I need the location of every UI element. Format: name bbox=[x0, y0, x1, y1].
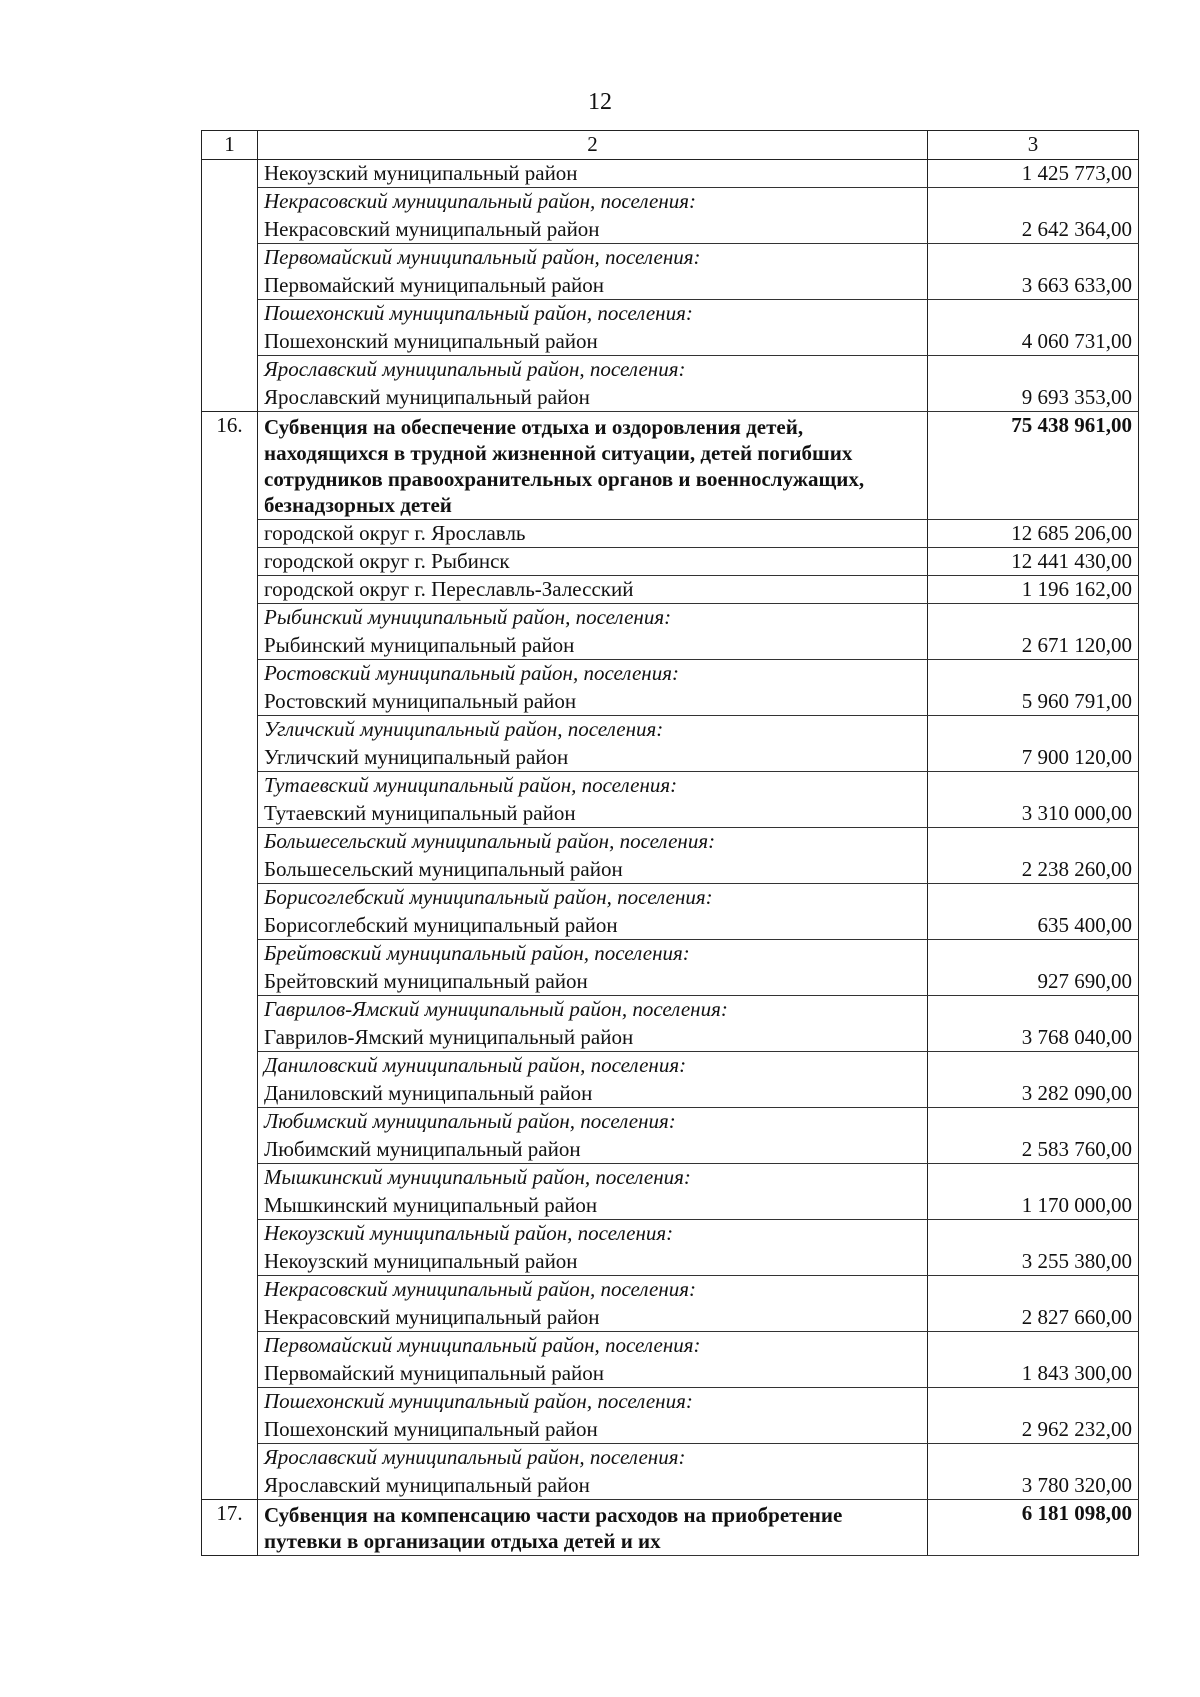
subheading-row bbox=[202, 300, 1139, 328]
amount-cell: 12 685 206,00 bbox=[928, 520, 1139, 548]
recipient-cell: Ярославский муниципальный район bbox=[258, 384, 928, 412]
subheading-row bbox=[202, 772, 1139, 800]
amount-cell bbox=[928, 772, 1139, 800]
subheading-row bbox=[202, 828, 1139, 856]
recipient-cell: Даниловский муниципальный район bbox=[258, 1080, 928, 1108]
recipient-cell: Рыбинский муниципальный район bbox=[258, 632, 928, 660]
table-row bbox=[202, 160, 1139, 188]
recipient-cell: Ростовский муниципальный район, поселения: bbox=[258, 660, 928, 688]
subheading-row bbox=[202, 940, 1139, 968]
subheading-row bbox=[202, 1164, 1139, 1192]
amount-cell: 2 827 660,00 bbox=[928, 1304, 1139, 1332]
budget-table bbox=[201, 130, 1139, 1556]
amount-cell: 7 900 120,00 bbox=[928, 744, 1139, 772]
subheading-row bbox=[202, 1108, 1139, 1136]
table-row bbox=[202, 968, 1139, 996]
recipient-cell: Ярославский муниципальный район, поселения: bbox=[258, 1444, 928, 1472]
row-number-cell bbox=[202, 1304, 258, 1332]
row-number-cell bbox=[202, 1276, 258, 1304]
amount-cell bbox=[928, 1052, 1139, 1080]
row-number-cell bbox=[202, 1024, 258, 1052]
recipient-cell: Большесельский муниципальный район bbox=[258, 856, 928, 884]
column-header-3: 3 bbox=[928, 131, 1139, 160]
row-number-cell bbox=[202, 660, 258, 688]
recipient-cell: Брейтовский муниципальный район bbox=[258, 968, 928, 996]
amount-cell: 1 843 300,00 bbox=[928, 1360, 1139, 1388]
row-number-cell bbox=[202, 1472, 258, 1500]
row-number-cell bbox=[202, 800, 258, 828]
recipient-cell: Пошехонский муниципальный район bbox=[258, 328, 928, 356]
recipient-cell: Гаврилов-Ямский муниципальный район bbox=[258, 1024, 928, 1052]
row-number-cell bbox=[202, 1388, 258, 1416]
row-number-cell bbox=[202, 1248, 258, 1276]
row-number-cell bbox=[202, 1080, 258, 1108]
amount-cell: 2 671 120,00 bbox=[928, 632, 1139, 660]
recipient-cell: Ярославский муниципальный район bbox=[258, 1472, 928, 1500]
recipient-cell: Первомайский муниципальный район bbox=[258, 272, 928, 300]
amount-cell: 3 310 000,00 bbox=[928, 800, 1139, 828]
column-header-1: 1 bbox=[202, 131, 258, 160]
table-row bbox=[202, 216, 1139, 244]
column-header-2: 2 bbox=[258, 131, 928, 160]
row-number-cell bbox=[202, 244, 258, 272]
amount-cell: 3 768 040,00 bbox=[928, 1024, 1139, 1052]
recipient-cell: Некрасовский муниципальный район bbox=[258, 216, 928, 244]
row-number-cell bbox=[202, 384, 258, 412]
amount-cell: 2 642 364,00 bbox=[928, 216, 1139, 244]
subheading-row bbox=[202, 1332, 1139, 1360]
subheading-row bbox=[202, 884, 1139, 912]
table-row bbox=[202, 912, 1139, 940]
row-number-cell bbox=[202, 632, 258, 660]
amount-cell bbox=[928, 660, 1139, 688]
row-number-cell: 16. bbox=[202, 412, 258, 520]
amount-cell: 2 238 260,00 bbox=[928, 856, 1139, 884]
subheading-row bbox=[202, 244, 1139, 272]
amount-cell: 927 690,00 bbox=[928, 968, 1139, 996]
subheading-row bbox=[202, 1220, 1139, 1248]
table-row bbox=[202, 800, 1139, 828]
table-row bbox=[202, 688, 1139, 716]
subheading-row bbox=[202, 1388, 1139, 1416]
amount-cell: 3 255 380,00 bbox=[928, 1248, 1139, 1276]
row-number-cell bbox=[202, 300, 258, 328]
amount-cell bbox=[928, 828, 1139, 856]
recipient-cell: Пошехонский муниципальный район bbox=[258, 1416, 928, 1444]
recipient-cell: Любимский муниципальный район bbox=[258, 1136, 928, 1164]
row-number-cell bbox=[202, 576, 258, 604]
recipient-cell: Тутаевский муниципальный район bbox=[258, 800, 928, 828]
amount-cell bbox=[928, 1108, 1139, 1136]
table-row bbox=[202, 632, 1139, 660]
recipient-cell: Рыбинский муниципальный район, поселения: bbox=[258, 604, 928, 632]
table-row bbox=[202, 1192, 1139, 1220]
table-row bbox=[202, 1136, 1139, 1164]
amount-cell bbox=[928, 716, 1139, 744]
table-row bbox=[202, 548, 1139, 576]
amount-cell bbox=[928, 940, 1139, 968]
recipient-cell: Мышкинский муниципальный район bbox=[258, 1192, 928, 1220]
row-number-cell bbox=[202, 1444, 258, 1472]
recipient-cell: Ярославский муниципальный район, поселения: bbox=[258, 356, 928, 384]
recipient-cell: городской округ г. Ярославль bbox=[258, 520, 928, 548]
amount-cell bbox=[928, 996, 1139, 1024]
row-number-cell bbox=[202, 328, 258, 356]
subheading-row bbox=[202, 660, 1139, 688]
amount-cell: 1 196 162,00 bbox=[928, 576, 1139, 604]
amount-cell: 6 181 098,00 bbox=[928, 1500, 1139, 1556]
recipient-cell: Гаврилов-Ямский муниципальный район, поселения: bbox=[258, 996, 928, 1024]
amount-cell: 9 693 353,00 bbox=[928, 384, 1139, 412]
recipient-cell: Некоузский муниципальный район bbox=[258, 160, 928, 188]
amount-cell bbox=[928, 1220, 1139, 1248]
row-number-cell bbox=[202, 828, 258, 856]
row-number-cell bbox=[202, 356, 258, 384]
subheading-row bbox=[202, 356, 1139, 384]
recipient-cell: Некрасовский муниципальный район bbox=[258, 1304, 928, 1332]
table-row bbox=[202, 1360, 1139, 1388]
row-number-cell: 17. bbox=[202, 1500, 258, 1556]
row-number-cell bbox=[202, 884, 258, 912]
table-row bbox=[202, 272, 1139, 300]
table-row bbox=[202, 1472, 1139, 1500]
table-header-row bbox=[202, 131, 1139, 160]
row-number-cell bbox=[202, 940, 258, 968]
table-row bbox=[202, 744, 1139, 772]
table-row bbox=[202, 1248, 1139, 1276]
recipient-cell: городской округ г. Рыбинск bbox=[258, 548, 928, 576]
recipient-cell: Пошехонский муниципальный район, поселения: bbox=[258, 1388, 928, 1416]
subheading-row bbox=[202, 1276, 1139, 1304]
subheading-row bbox=[202, 716, 1139, 744]
amount-cell bbox=[928, 244, 1139, 272]
recipient-cell: Первомайский муниципальный район bbox=[258, 1360, 928, 1388]
row-number-cell bbox=[202, 912, 258, 940]
table-row bbox=[202, 384, 1139, 412]
recipient-cell: Борисоглебский муниципальный район bbox=[258, 912, 928, 940]
row-number-cell bbox=[202, 688, 258, 716]
section-row bbox=[202, 1500, 1139, 1556]
row-number-cell bbox=[202, 716, 258, 744]
recipient-cell: Некоузский муниципальный район bbox=[258, 1248, 928, 1276]
row-number-cell bbox=[202, 160, 258, 188]
recipient-cell: Даниловский муниципальный район, поселения: bbox=[258, 1052, 928, 1080]
recipient-cell: Пошехонский муниципальный район, поселения: bbox=[258, 300, 928, 328]
subheading-row bbox=[202, 1444, 1139, 1472]
row-number-cell bbox=[202, 968, 258, 996]
row-number-cell bbox=[202, 1416, 258, 1444]
row-number-cell bbox=[202, 744, 258, 772]
subheading-row bbox=[202, 188, 1139, 216]
row-number-cell bbox=[202, 1052, 258, 1080]
amount-cell bbox=[928, 300, 1139, 328]
recipient-cell: Мышкинский муниципальный район, поселения: bbox=[258, 1164, 928, 1192]
page-number: 12 bbox=[588, 89, 612, 115]
table-row bbox=[202, 1304, 1139, 1332]
table-row bbox=[202, 576, 1139, 604]
amount-cell: 1 425 773,00 bbox=[928, 160, 1139, 188]
row-number-cell bbox=[202, 1220, 258, 1248]
row-number-cell bbox=[202, 520, 258, 548]
recipient-cell: Угличский муниципальный район bbox=[258, 744, 928, 772]
row-number-cell bbox=[202, 216, 258, 244]
table-row bbox=[202, 856, 1139, 884]
amount-cell: 5 960 791,00 bbox=[928, 688, 1139, 716]
table-row bbox=[202, 328, 1139, 356]
recipient-cell: Первомайский муниципальный район, поселения: bbox=[258, 1332, 928, 1360]
subheading-row bbox=[202, 1052, 1139, 1080]
amount-cell bbox=[928, 1276, 1139, 1304]
row-number-cell bbox=[202, 1164, 258, 1192]
section-title-cell: Субвенция на обеспечение отдыха и оздоровления детей, находящихся в трудной жизненной ситуации, детей погибших сотрудников правоохранительных органов и военнослужащих, безнадзорных детей bbox=[258, 412, 928, 520]
recipient-cell: городской округ г. Переславль-Залесский bbox=[258, 576, 928, 604]
recipient-cell: Некрасовский муниципальный район, поселения: bbox=[258, 1276, 928, 1304]
row-number-cell bbox=[202, 272, 258, 300]
amount-cell bbox=[928, 884, 1139, 912]
row-number-cell bbox=[202, 1136, 258, 1164]
amount-cell bbox=[928, 1388, 1139, 1416]
amount-cell: 2 583 760,00 bbox=[928, 1136, 1139, 1164]
section-row bbox=[202, 412, 1139, 520]
recipient-cell: Большесельский муниципальный район, поселения: bbox=[258, 828, 928, 856]
amount-cell: 2 962 232,00 bbox=[928, 1416, 1139, 1444]
amount-cell bbox=[928, 1444, 1139, 1472]
amount-cell bbox=[928, 188, 1139, 216]
row-number-cell bbox=[202, 1332, 258, 1360]
amount-cell bbox=[928, 1164, 1139, 1192]
amount-cell bbox=[928, 604, 1139, 632]
row-number-cell bbox=[202, 1192, 258, 1220]
row-number-cell bbox=[202, 1108, 258, 1136]
row-number-cell bbox=[202, 1360, 258, 1388]
recipient-cell: Борисоглебский муниципальный район, поселения: bbox=[258, 884, 928, 912]
recipient-cell: Некоузский муниципальный район, поселения: bbox=[258, 1220, 928, 1248]
amount-cell: 12 441 430,00 bbox=[928, 548, 1139, 576]
amount-cell: 1 170 000,00 bbox=[928, 1192, 1139, 1220]
recipient-cell: Ростовский муниципальный район bbox=[258, 688, 928, 716]
amount-cell bbox=[928, 356, 1139, 384]
recipient-cell: Первомайский муниципальный район, поселения: bbox=[258, 244, 928, 272]
amount-cell: 3 780 320,00 bbox=[928, 1472, 1139, 1500]
row-number-cell bbox=[202, 772, 258, 800]
row-number-cell bbox=[202, 604, 258, 632]
table-body bbox=[202, 160, 1139, 1556]
amount-cell: 635 400,00 bbox=[928, 912, 1139, 940]
section-title-cell: Субвенция на компенсацию части расходов на приобретение путевки в организации отдыха детей и их bbox=[258, 1500, 928, 1556]
amount-cell bbox=[928, 1332, 1139, 1360]
row-number-cell bbox=[202, 996, 258, 1024]
table-row bbox=[202, 1080, 1139, 1108]
table-row bbox=[202, 1416, 1139, 1444]
recipient-cell: Тутаевский муниципальный район, поселения: bbox=[258, 772, 928, 800]
recipient-cell: Любимский муниципальный район, поселения: bbox=[258, 1108, 928, 1136]
row-number-cell bbox=[202, 548, 258, 576]
table-row bbox=[202, 520, 1139, 548]
recipient-cell: Некрасовский муниципальный район, поселения: bbox=[258, 188, 928, 216]
amount-cell: 3 282 090,00 bbox=[928, 1080, 1139, 1108]
amount-cell: 75 438 961,00 bbox=[928, 412, 1139, 520]
subheading-row bbox=[202, 996, 1139, 1024]
row-number-cell bbox=[202, 188, 258, 216]
recipient-cell: Брейтовский муниципальный район, поселения: bbox=[258, 940, 928, 968]
row-number-cell bbox=[202, 856, 258, 884]
table-row bbox=[202, 1024, 1139, 1052]
amount-cell: 3 663 633,00 bbox=[928, 272, 1139, 300]
recipient-cell: Угличский муниципальный район, поселения: bbox=[258, 716, 928, 744]
amount-cell: 4 060 731,00 bbox=[928, 328, 1139, 356]
subheading-row bbox=[202, 604, 1139, 632]
